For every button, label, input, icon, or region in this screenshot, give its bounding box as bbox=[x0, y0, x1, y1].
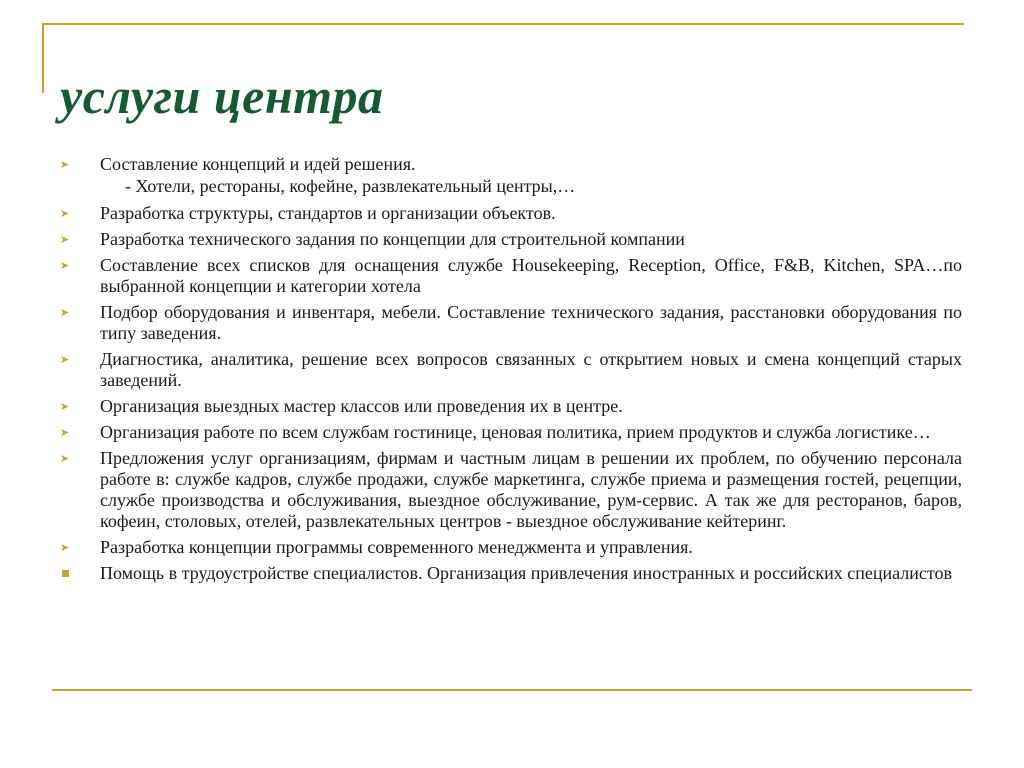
list-item-text: Подбор оборудования и инвентаря, мебели. Составление технического задания, расстановки оборудования по типу заведения. bbox=[100, 302, 962, 343]
arrow-bullet-icon: ➤ bbox=[60, 207, 70, 220]
slide-title: услуги центра bbox=[60, 68, 384, 124]
list-item-text: Диагностика, аналитика, решение всех вопросов связанных с открытием новых и смена концепций старых заведений. bbox=[100, 349, 962, 390]
list-item-text: Составление концепций и идей решения. bbox=[100, 154, 416, 174]
top-rule bbox=[42, 23, 964, 25]
list-item bbox=[58, 349, 962, 391]
list-item-text: Организация выездных мастер классов или проведения их в центре. bbox=[100, 396, 623, 416]
list-item bbox=[58, 154, 962, 175]
list-item-text: Составление всех списков для оснащения службе Housekeeping, Reception, Office, F&B, Kitchen, SPA…по выбранной концепции и категории хотела bbox=[100, 255, 962, 296]
list-item bbox=[58, 422, 962, 443]
list-item bbox=[58, 302, 962, 344]
list-item bbox=[58, 537, 962, 558]
list-subitem bbox=[58, 176, 962, 197]
list-item bbox=[58, 563, 962, 584]
list-item bbox=[58, 229, 962, 250]
arrow-bullet-icon: ➤ bbox=[60, 400, 70, 413]
list-item-text: Помощь в трудоустройстве специалистов. Организация привлечения иностранных и российских специалистов bbox=[100, 563, 953, 583]
list-item-text: Организация работе по всем службам гостинице, ценовая политика, прием продуктов и служба логистике… bbox=[100, 422, 931, 442]
list-item bbox=[58, 255, 962, 297]
arrow-bullet-icon: ➤ bbox=[60, 233, 70, 246]
arrow-bullet-icon: ➤ bbox=[60, 426, 70, 439]
arrow-bullet-icon: ➤ bbox=[60, 306, 70, 319]
square-bullet-icon bbox=[60, 563, 74, 584]
arrow-bullet-icon: ➤ bbox=[60, 353, 70, 366]
arrow-bullet-icon: ➤ bbox=[60, 259, 70, 272]
list-item-text: Разработка структуры, стандартов и организации объектов. bbox=[100, 203, 556, 223]
services-list bbox=[58, 154, 962, 589]
list-item bbox=[58, 203, 962, 224]
arrow-bullet-icon: ➤ bbox=[60, 541, 70, 554]
list-item bbox=[58, 448, 962, 532]
list-item-text: Предложения услуг организациям, фирмам и частным лицам в решении их проблем, по обучению персонала работе в: службе кадров, службе продажи, службе маркетинга, службе приема и размещения гостей, рецепции, службе производства и обслуживания, выездное обслуживание, рум-сервис. А так же для ресторанов, баров, кофеин, столовых, отелей, развлекательных центров - выездное обслуживание кейтеринг. bbox=[100, 448, 962, 531]
list-item bbox=[58, 396, 962, 417]
arrow-bullet-icon: ➤ bbox=[60, 158, 70, 171]
list-item-text: Разработка концепции программы современного менеджмента и управления. bbox=[100, 537, 693, 557]
bottom-rule bbox=[52, 689, 972, 691]
list-subitem-text: - Хотели, рестораны, кофейне, развлекательный центры,… bbox=[125, 176, 576, 196]
arrow-bullet-icon: ➤ bbox=[60, 452, 70, 465]
list-item-text: Разработка технического задания по концепции для строительной компании bbox=[100, 229, 685, 249]
left-rule bbox=[42, 23, 44, 93]
